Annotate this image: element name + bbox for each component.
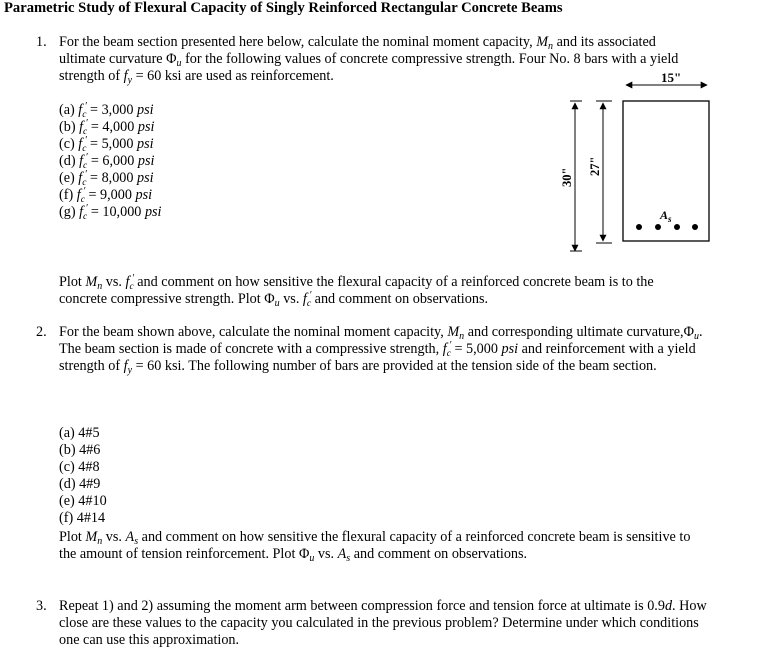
height-label: 30" [560, 167, 574, 187]
question-3-text: Repeat 1) and 2) assuming the moment arm between compression force and tension force at ultimate is 0.9d. How close are these values to the capacity you calculated in the previous problem? Determine under which conditions one can use this approximation. [59, 598, 707, 648]
q2-option-a: (a) 4#5 [59, 425, 100, 441]
q2-option-b: (b) 4#6 [59, 442, 101, 458]
beam-section-figure [560, 72, 720, 252]
question-2-number: 2. [36, 324, 47, 340]
q2-option-d: (d) 4#9 [59, 476, 101, 492]
rebar-1 [636, 224, 642, 230]
rebar-2 [655, 224, 661, 230]
q1-option-c: (c) f ′ $_c$ = 5,000 psi [59, 135, 154, 154]
q1-option-a: (a) f ′ $_c$ = 3,000 psi [59, 101, 154, 120]
question-1-intro: For the beam section presented here below, calculate the nominal moment capacity, $M_n$ and its associated ultimate curvature $\Phi_u$ for the following values of concrete compressive strength. Four No. 8 bars with a yield strength of $f_y = 60$ ksi are used as reinforcement. [59, 34, 679, 86]
q2-option-e: (e) 4#10 [59, 493, 107, 509]
q1-option-b: (b) f ′ $_c$ = 4,000 psi [59, 118, 155, 137]
steel-area-label: $A_s$ [660, 208, 672, 224]
q1-option-d: (d) f ′ $_c$ = 6,000 psi [59, 152, 155, 171]
rebar-3 [674, 224, 680, 230]
q1-option-f: (f) f ′ $_c$ = 9,000 psi [59, 186, 153, 205]
depth-label: 27" [588, 156, 602, 176]
q1-option-e: (e) f ′ $_c$ = 8,000 psi [59, 169, 154, 188]
q2-option-c: (c) 4#8 [59, 459, 100, 475]
question-1-number: 1. [36, 34, 47, 50]
q2-option-f: (f) 4#14 [59, 510, 106, 526]
document-title: Parametric Study of Flexural Capacity of Singly Reinforced Rectangular Concrete Beams [4, 0, 563, 16]
question-1-plot-instructions: Plot $M_n$ vs. f ′ $_c$ and comment on how sensitive the flexural capacity of a reinforced concrete beam is to the concrete compressive strength. Plot $\Phi_u$ vs. f ′ $_c$ and comment on observations. [59, 273, 654, 309]
question-2-intro: For the beam shown above, calculate the nominal moment capacity, $M_n$ and corresponding ultimate $curvature,\Phi_u$. The beam section is made of concrete with a compressive strength, f ′ $_c$ = 5,000 psi and reinforcement with a yield strength of $f_y = 60$ ksi. The following number of bars are provided at the tension side of the beam section. [59, 324, 703, 376]
width-label: 15" [661, 72, 682, 85]
question-2-plot-instructions: Plot $M_n$ vs. $A_s$ and comment on how sensitive the flexural capacity of a reinforced concrete beam is sensitive to the amount of tension reinforcement. Plot $\Phi_u$ vs. $A_s$ and comment on observations. [59, 529, 691, 564]
rebar-4 [692, 224, 698, 230]
q1-option-g: (g) f ′ $_c$ = 10,000 psi [59, 203, 162, 222]
question-3-number: 3. [36, 598, 47, 614]
